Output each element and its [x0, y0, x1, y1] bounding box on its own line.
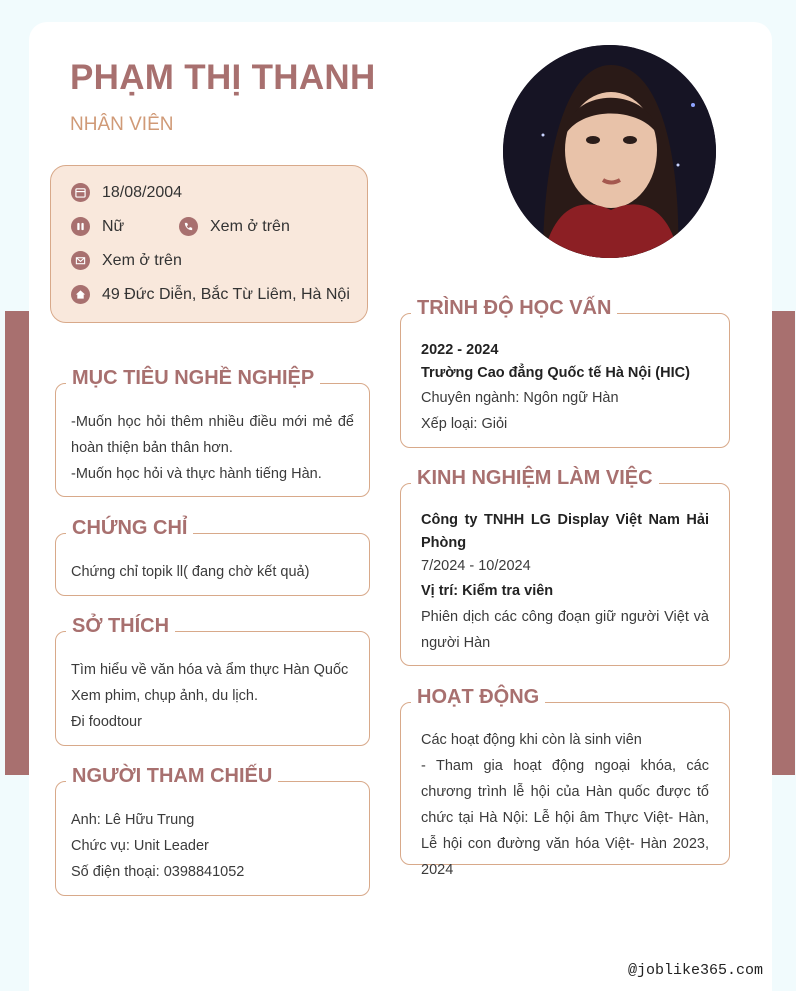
hobbies-title: SỞ THÍCH	[66, 615, 175, 638]
references-section	[55, 765, 370, 896]
left-accent-stripe	[5, 311, 29, 775]
objective-line: -Muốn học hỏi thêm nhiều điều mới mẻ để hoàn thiện bản thân hơn.	[71, 414, 354, 456]
experience-position: Vị trí: Kiểm tra viên	[421, 583, 554, 599]
gender-value: Nữ	[102, 217, 125, 235]
phone-row	[179, 217, 290, 236]
activities-intro: Các hoạt động khi còn là sinh viên	[421, 732, 642, 748]
activities-detail: - Tham gia hoạt động ngoại khóa, các chương trình lễ hội của Hàn quốc được tổ chức tại Hà Nội: Lễ hội âm Thực Việt- Hàn, Lễ hội con đường văn hóa Việt- Hàn 2023, 2024	[421, 758, 709, 878]
phone-icon	[179, 217, 198, 236]
certificates-title: CHỨNG CHỈ	[66, 517, 193, 540]
birthday-value: 18/08/2004	[102, 183, 183, 201]
education-section	[400, 297, 730, 448]
birthday-row	[71, 183, 182, 202]
home-icon	[71, 285, 90, 304]
gender-row	[71, 217, 124, 236]
hobby-item: Tìm hiểu về văn hóa và ẩm thực Hàn Quốc	[71, 662, 349, 678]
certificate-item: Chứng chỉ topik ll( đang chờ kết quả)	[71, 564, 310, 580]
education-period: 2022 - 2024	[421, 342, 499, 358]
email-row	[71, 251, 182, 270]
experience-section	[400, 467, 730, 666]
gender-icon	[71, 217, 90, 236]
education-major: Chuyên ngành: Ngôn ngữ Hàn	[421, 390, 619, 406]
education-title: TRÌNH ĐỘ HỌC VẤN	[411, 297, 617, 320]
experience-title: KINH NGHIỆM LÀM VIỆC	[411, 467, 659, 490]
objective-title: MỤC TIÊU NGHỀ NGHIỆP	[66, 367, 320, 390]
candidate-role: NHÂN VIÊN	[70, 114, 174, 135]
experience-period: 7/2024 - 10/2024	[421, 558, 531, 574]
right-accent-stripe	[772, 311, 795, 775]
address-value: 49 Đức Diễn, Bắc Từ Liêm, Hà Nội	[102, 285, 350, 303]
certificates-section	[55, 517, 370, 596]
avatar	[503, 45, 716, 258]
avatar-portrait	[503, 45, 716, 258]
hobby-item: Đi foodtour	[71, 714, 142, 730]
objective-section	[55, 367, 370, 497]
hobbies-section	[55, 615, 370, 746]
experience-description: Phiên dịch các công đoạn giữ người Việt và người Hàn	[421, 609, 709, 651]
reference-item: Số điện thoại: 0398841052	[71, 864, 245, 880]
email-icon	[71, 251, 90, 270]
objective-line: -Muốn học hỏi và thực hành tiếng Hàn.	[71, 466, 322, 482]
education-school: Trường Cao đẳng Quốc tế Hà Nội (HIC)	[421, 365, 690, 381]
watermark-text: @joblike365.com	[627, 962, 763, 979]
phone-value: Xem ở trên	[210, 217, 290, 235]
candidate-name: PHẠM THỊ THANH	[70, 58, 376, 97]
activities-title: HOẠT ĐỘNG	[411, 686, 545, 709]
contact-info-box	[50, 165, 368, 323]
reference-item: Chức vụ: Unit Leader	[71, 838, 209, 854]
activities-section	[400, 686, 730, 878]
experience-company: Công ty TNHH LG Display Việt Nam Hải Phòng	[421, 512, 709, 551]
education-rank: Xếp loại: Giỏi	[421, 416, 508, 432]
calendar-icon	[71, 183, 90, 202]
address-row	[71, 285, 350, 304]
references-title: NGƯỜI THAM CHIẾU	[66, 765, 278, 788]
hobby-item: Xem phim, chụp ảnh, du lịch.	[71, 688, 258, 704]
reference-item: Anh: Lê Hữu Trung	[71, 812, 195, 828]
email-value: Xem ở trên	[102, 251, 182, 269]
